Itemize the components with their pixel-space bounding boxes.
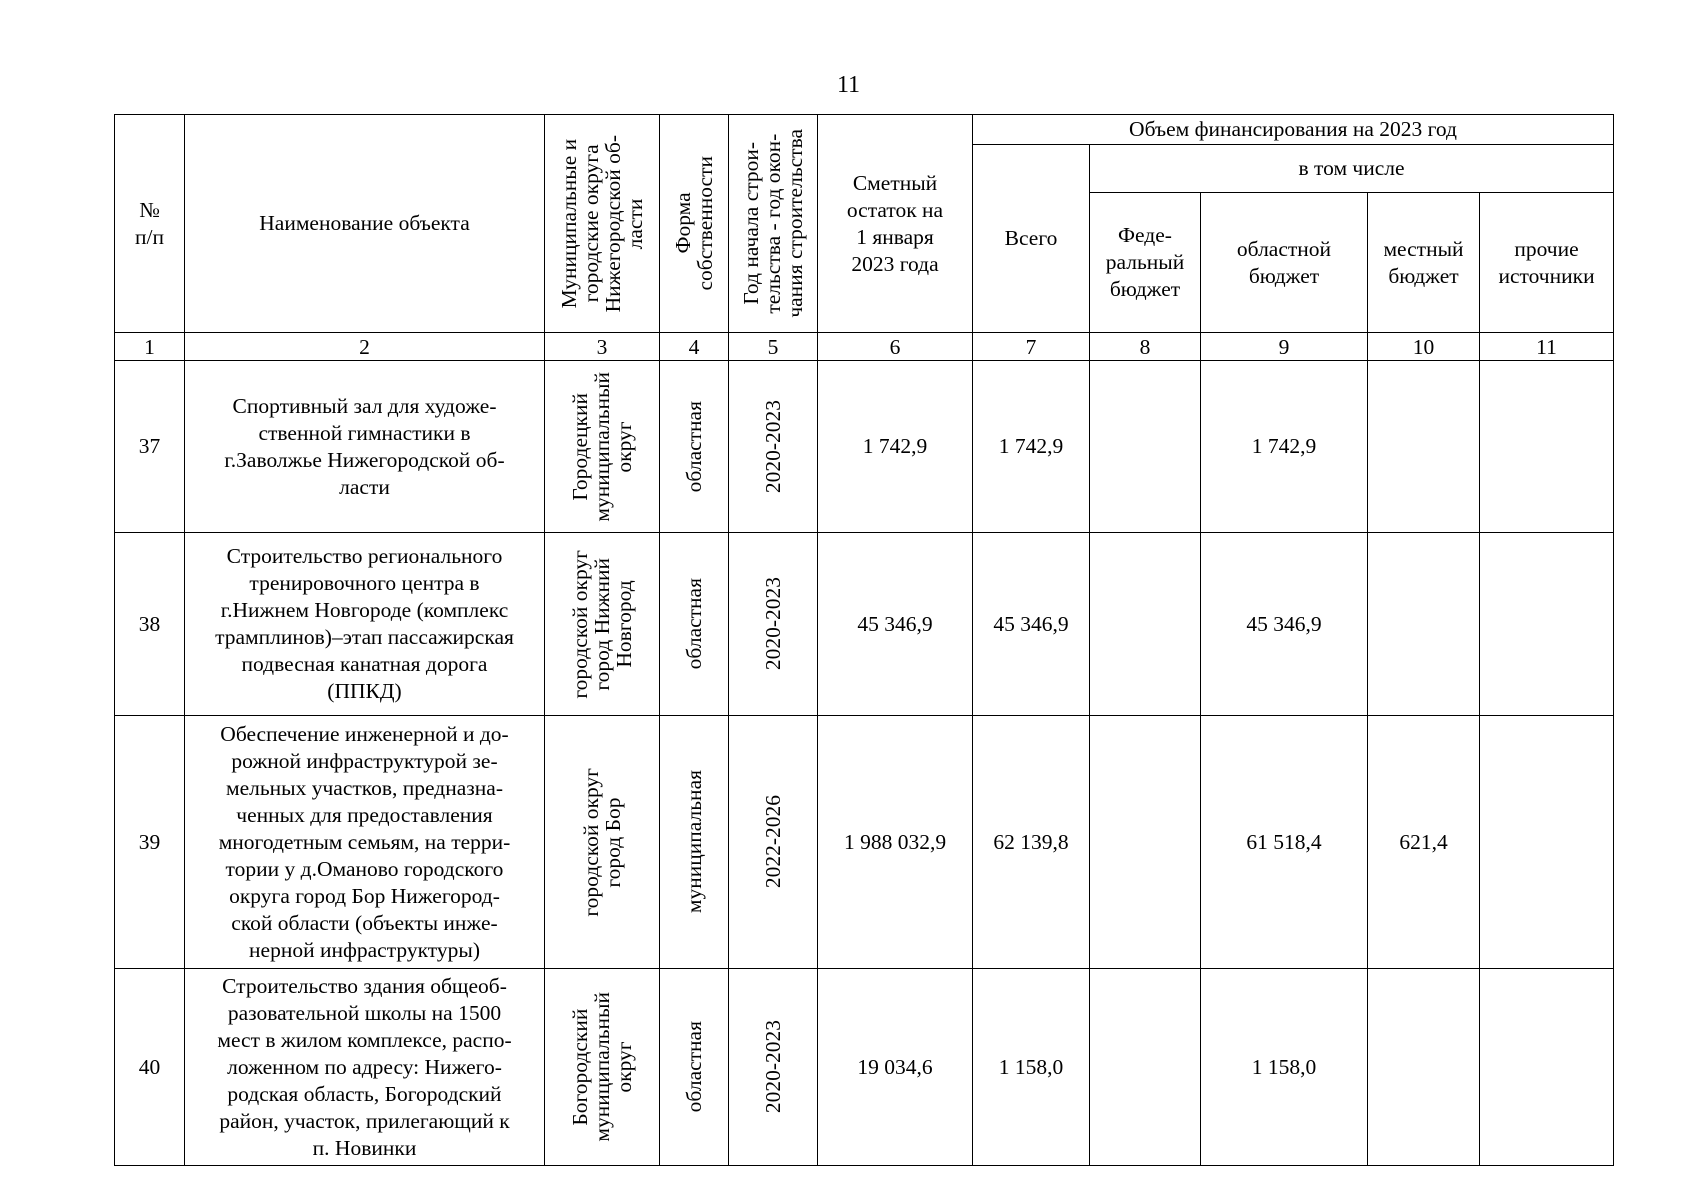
column-number: 2	[185, 333, 545, 361]
estimate-balance: 45 346,9	[818, 533, 973, 716]
column-number: 7	[973, 333, 1090, 361]
municipal-cell	[545, 716, 660, 969]
object-name: Строительство регионального тренировочного центра в г.Нижнем Новгороде (комплекс трамплинов)–этап пассажирская подвесная канатная дорога (ППКД)	[185, 533, 545, 716]
years-cell	[729, 969, 818, 1166]
funding-regional: 61 518,4	[1201, 716, 1368, 969]
construction-objects-table	[114, 114, 1614, 1166]
row-number: 40	[115, 969, 185, 1166]
column-numbers-row	[115, 333, 1614, 361]
construction-years: 2020-2023	[761, 1020, 785, 1114]
header-regional: областной бюджет	[1201, 193, 1368, 333]
municipal-name: Богородский муниципальный округ	[568, 992, 636, 1142]
column-number: 6	[818, 333, 973, 361]
header-total: Всего	[973, 145, 1090, 333]
years-cell	[729, 533, 818, 716]
funding-regional: 1 158,0	[1201, 969, 1368, 1166]
municipal-cell	[545, 533, 660, 716]
header-estimate: Сметный остаток на 1 января 2023 года	[818, 115, 973, 333]
ownership-form: муниципальная	[682, 770, 706, 914]
construction-years: 2022-2026	[761, 795, 785, 889]
column-number: 8	[1090, 333, 1201, 361]
ownership-cell	[660, 969, 729, 1166]
row-number: 37	[115, 361, 185, 533]
ownership-form: областная	[682, 400, 706, 493]
column-number: 4	[660, 333, 729, 361]
funding-federal	[1090, 716, 1201, 969]
column-number: 9	[1201, 333, 1368, 361]
table-row	[115, 969, 1614, 1166]
header-ownership-label: Форма собственности	[671, 156, 717, 291]
table-row	[115, 533, 1614, 716]
funding-other	[1480, 969, 1614, 1166]
column-number: 11	[1480, 333, 1614, 361]
funding-total: 1 742,9	[973, 361, 1090, 533]
ownership-cell	[660, 533, 729, 716]
funding-total: 62 139,8	[973, 716, 1090, 969]
header-local: местный бюджет	[1368, 193, 1480, 333]
funding-regional: 45 346,9	[1201, 533, 1368, 716]
header-federal: Феде- ральный бюджет	[1090, 193, 1201, 333]
object-name: Строительство здания общеоб- разовательной школы на 1500 мест в жилом комплексе, распо- ложенном по адресу: Нижего- родская область, Богородский район, участок, прилегающий к п. Новинки	[185, 969, 545, 1166]
construction-years: 2020-2023	[761, 399, 785, 494]
funding-federal	[1090, 969, 1201, 1166]
funding-other	[1480, 716, 1614, 969]
estimate-balance: 1 742,9	[818, 361, 973, 533]
header-years-label: Год начала строи- тельства - год окон- чания строительства	[739, 129, 807, 318]
funding-federal	[1090, 361, 1201, 533]
estimate-balance: 19 034,6	[818, 969, 973, 1166]
funding-total: 1 158,0	[973, 969, 1090, 1166]
estimate-balance: 1 988 032,9	[818, 716, 973, 969]
column-number: 5	[729, 333, 818, 361]
funding-other	[1480, 533, 1614, 716]
municipal-cell	[545, 361, 660, 533]
column-number: 1	[115, 333, 185, 361]
header-name: Наименование объекта	[185, 115, 545, 333]
ownership-cell	[660, 716, 729, 969]
header-municipal	[545, 115, 660, 333]
municipal-name: Городецкий муниципальный округ	[568, 371, 636, 522]
funding-other	[1480, 361, 1614, 533]
funding-federal	[1090, 533, 1201, 716]
municipal-name: городской округ город Нижний Новгород	[568, 549, 636, 699]
row-number: 38	[115, 533, 185, 716]
header-municipal-label: Муниципальные и городские округа Нижегородской об- ласти	[557, 134, 647, 313]
funding-regional: 1 742,9	[1201, 361, 1368, 533]
row-number: 39	[115, 716, 185, 969]
municipal-cell	[545, 969, 660, 1166]
header-no: № п/п	[115, 115, 185, 333]
ownership-cell	[660, 361, 729, 533]
table-row	[115, 361, 1614, 533]
funding-total: 45 346,9	[973, 533, 1090, 716]
construction-years: 2020-2023	[761, 577, 785, 671]
funding-local	[1368, 533, 1480, 716]
funding-local: 621,4	[1368, 716, 1480, 969]
header-including: в том числе	[1090, 145, 1614, 193]
header-funding-group: Объем финансирования на 2023 год	[973, 115, 1614, 145]
ownership-form: областная	[682, 578, 706, 670]
years-cell	[729, 716, 818, 969]
ownership-form: областная	[682, 1021, 706, 1113]
table-row	[115, 716, 1614, 969]
header-years	[729, 115, 818, 333]
municipal-name: городской округ город Бор	[579, 767, 625, 917]
header-row-top	[115, 115, 1614, 145]
object-name: Обеспечение инженерной и до- рожной инфраструктурой зе- мельных участков, предназна- ченных для предоставления многодетным семьям, на терри- тории у д.Оманово городского округа город Бор Нижегород- ской области (объекты инже- нерной инфраструктуры)	[185, 716, 545, 969]
funding-local	[1368, 969, 1480, 1166]
column-number: 10	[1368, 333, 1480, 361]
header-ownership	[660, 115, 729, 333]
column-number: 3	[545, 333, 660, 361]
object-name: Спортивный зал для художе- ственной гимнастики в г.Заволжье Нижегородской об- ласти	[185, 361, 545, 533]
header-other: прочие источники	[1480, 193, 1614, 333]
page-number: 11	[836, 72, 861, 98]
years-cell	[729, 361, 818, 533]
funding-local	[1368, 361, 1480, 533]
